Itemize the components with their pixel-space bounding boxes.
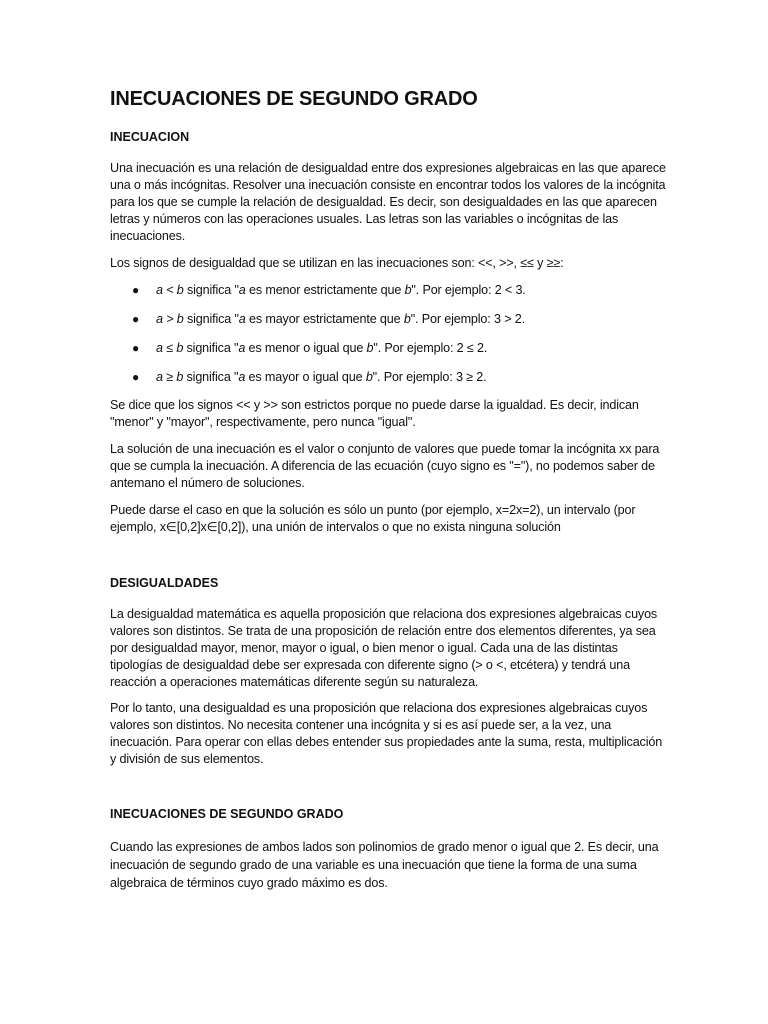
paragraph-inecuacion-definition: Una inecuación es una relación de desigualdad entre dos expresiones algebraicas en las que aparece una o más incógnitas. Resolver una inecuación consiste en encontrar todos los valores de la incógnita para los que se cumple la relación de desigualdad. Es decir, son desigualdades en las que aparecen letras y números con las operaciones usuales. Las letras son las variables o incógnitas de las inecuaciones. <box>110 161 666 243</box>
bullet-icon: ● <box>132 312 140 326</box>
document-title: INECUACIONES DE SEGUNDO GRADO <box>110 88 478 110</box>
list-item-text: a ≥ b significa "a es mayor o igual que b". Por ejemplo: 3 ≥ 2. <box>156 370 487 384</box>
paragraph-segundo-grado-definition: Cuando las expresiones de ambos lados son polinomios de grado menor o igual que 2. Es decir, una inecuación de segundo grado de una variable es una inecuación que tiene la forma de una suma algebraica de términos cuyo grado máximo es dos. <box>110 840 659 890</box>
list-item-text: a ≤ b significa "a es menor o igual que b". Por ejemplo: 2 ≤ 2. <box>156 341 488 355</box>
list-item <box>110 369 668 398</box>
list-item <box>110 282 668 311</box>
list-item-text: a > b significa "a es mayor estrictamente que b". Por ejemplo: 3 > 2. <box>156 312 525 326</box>
paragraph-desigualdad-definition: La desigualdad matemática es aquella proposición que relaciona dos expresiones algebraicas cuyos valores son distintos. Se trata de una proposición de relación entre dos elementos diferentes, ya sea por desigualdad mayor, menor, mayor o igual, o bien menor o igual. Cada una de las distintas tipologías de desigualdad debe ser expresada con diferente signo (> o <, etcétera) y tendrá una reacción a operaciones matemáticas diferente según su naturaleza. <box>110 607 658 689</box>
list-item <box>110 311 668 340</box>
section-heading-inecuacion: INECUACION <box>110 130 190 144</box>
paragraph-strict-signs: Se dice que los signos << y >> son estrictos porque no puede darse la igualdad. Es decir, indican "menor" y "mayor", respectivamente, pero nunca "igual". <box>110 398 639 429</box>
bullet-icon: ● <box>132 283 140 297</box>
list-item <box>110 340 668 369</box>
paragraph-desigualdad-properties: Por lo tanto, una desigualdad es una proposición que relaciona dos expresiones algebraicas cuyos valores son distintos. No necesita contener una incógnita y si es así puede ser, a la vez, una inecuación. Para operar con ellas debes entender sus propiedades ante la suma, resta, multiplicación y división de sus elementos. <box>110 701 663 766</box>
section-heading-segundo-grado: INECUACIONES DE SEGUNDO GRADO <box>110 807 344 821</box>
inequality-signs-list <box>110 282 668 398</box>
bullet-icon: ● <box>132 341 140 355</box>
paragraph-inequality-signs: Los signos de desigualdad que se utilizan en las inecuaciones son: <<, >>, ≤≤ y ≥≥: <box>110 256 564 270</box>
paragraph-solution-cases: Puede darse el caso en que la solución es sólo un punto (por ejemplo, x=2x=2), un intervalo (por ejemplo, x∈[0,2]x∈[0,2]), una unión de intervalos o que no exista ninguna solución <box>110 503 636 534</box>
section-heading-desigualdades: DESIGUALDADES <box>110 576 219 590</box>
paragraph-solution-definition: La solución de una inecuación es el valor o conjunto de valores que puede tomar la incógnita xx para que se cumpla la inecuación. A diferencia de las ecuación (cuyo signo es "="), no podemos saber de antemano el número de soluciones. <box>110 442 660 490</box>
bullet-icon: ● <box>132 370 140 384</box>
list-item-text: a < b significa "a es menor estrictamente que b". Por ejemplo: 2 < 3. <box>156 283 526 297</box>
